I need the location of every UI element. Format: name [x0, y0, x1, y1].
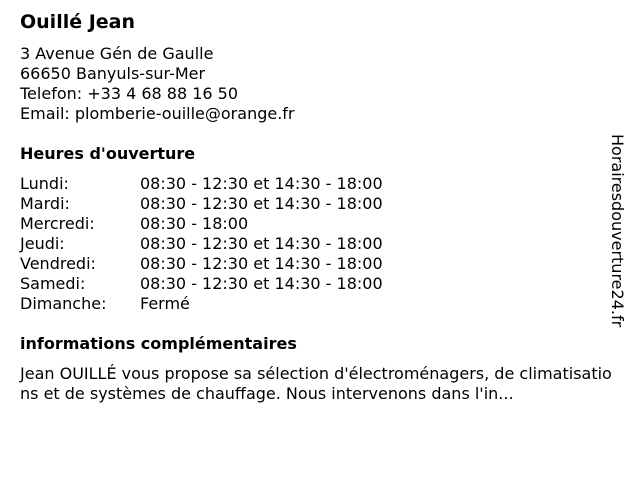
address-line-2: 66650 Banyuls-sur-Mer [20, 64, 206, 83]
business-name: Ouillé Jean [20, 11, 136, 33]
day-hours: 08:30 - 12:30 et 14:30 - 18:00 [140, 254, 383, 273]
hours-heading: Heures d'ouverture [20, 144, 196, 163]
info-description: Jean OUILLÉ vous propose sa sélection d'électroménagers, de climatisations et de systèmes de chauffage. Nous intervenons dans l'in... [20, 364, 612, 403]
day-hours: Fermé [140, 294, 190, 313]
day-label: Samedi: [20, 274, 86, 293]
day-hours: 08:30 - 12:30 et 14:30 - 18:00 [140, 194, 383, 213]
day-label: Jeudi: [20, 234, 65, 253]
day-label: Lundi: [20, 174, 69, 193]
day-hours: 08:30 - 12:30 et 14:30 - 18:00 [140, 174, 383, 193]
day-label: Dimanche: [20, 294, 107, 313]
phone-line: Telefon: +33 4 68 88 16 50 [20, 84, 239, 103]
contact-block [20, 44, 295, 124]
address-line-1: 3 Avenue Gén de Gaulle [20, 44, 214, 63]
day-label: Vendredi: [20, 254, 96, 273]
email-line: Email: plomberie-ouille@orange.fr [20, 104, 295, 123]
site-watermark: Horairesdouverture24.fr [608, 134, 627, 328]
day-hours: 08:30 - 12:30 et 14:30 - 18:00 [140, 274, 383, 293]
day-hours: 08:30 - 12:30 et 14:30 - 18:00 [140, 234, 383, 253]
day-label: Mardi: [20, 194, 70, 213]
info-heading: informations complémentaires [20, 334, 297, 353]
day-hours: 08:30 - 18:00 [140, 214, 249, 233]
day-label: Mercredi: [20, 214, 95, 233]
